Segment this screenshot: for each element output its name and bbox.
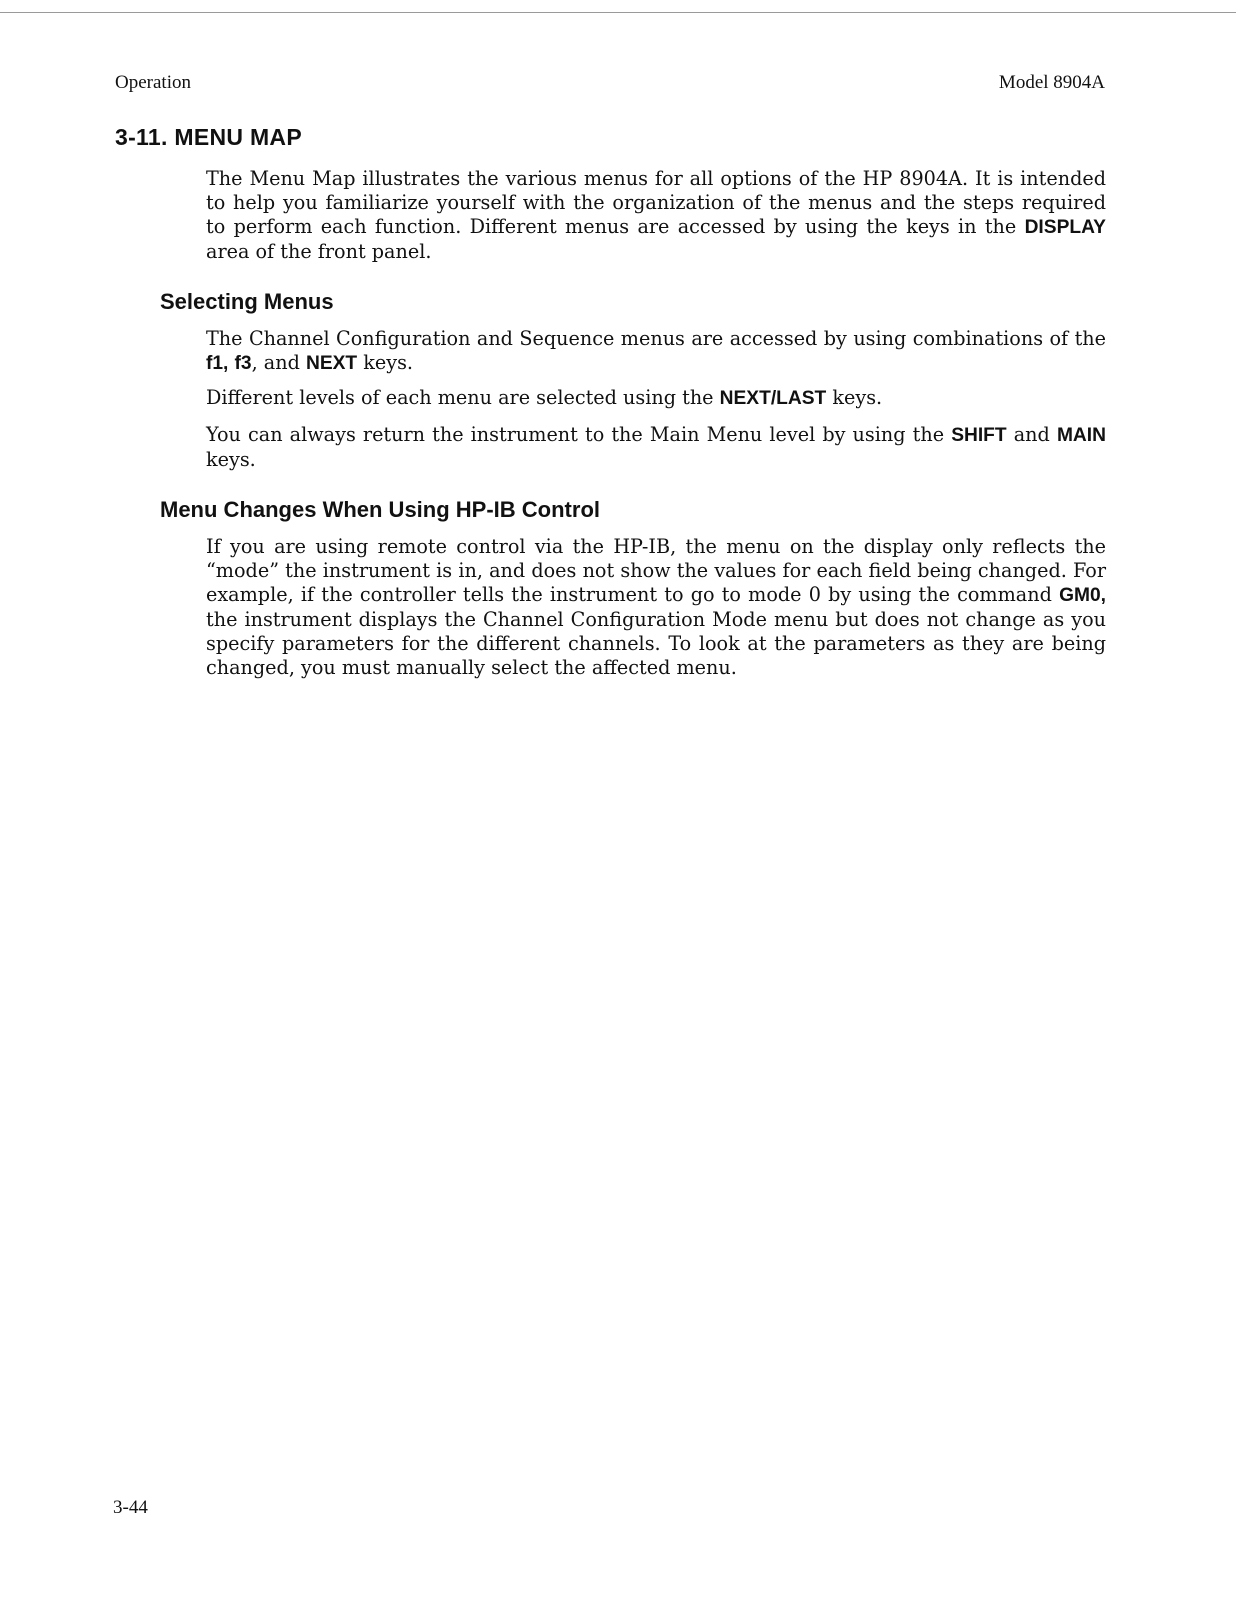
selecting-menus-heading: Selecting Menus: [160, 289, 334, 314]
running-head-section: Operation: [115, 72, 191, 93]
running-head-model: Model 8904A: [998, 72, 1105, 93]
intro-paragraph: The Menu Map illustrates the various menus for all options of the HP 8904A. It is intended to help you familiarize yourself with the organization of the menus and the steps required to perform each function. Different menus are accessed by using the keys in the DISPLAY area of the front panel.: [206, 167, 1106, 263]
selecting-menus-paragraph-2: Different levels of each menu are selected using the NEXT/LAST keys.: [206, 386, 883, 409]
next-last-key: NEXT/LAST: [719, 388, 827, 409]
display-key: DISPLAY: [1024, 217, 1106, 238]
f1-key: f1,: [206, 353, 229, 374]
hpib-heading: Menu Changes When Using HP-IB Control: [160, 497, 600, 522]
gm0-command: GM0,: [1059, 585, 1106, 606]
selecting-menus-paragraph-3: You can always return the instrument to the Main Menu level by using the SHIFT and MAIN keys.: [206, 423, 1106, 471]
shift-key: SHIFT: [951, 425, 1007, 446]
top-rule: [0, 12, 1236, 13]
main-key: MAIN: [1056, 425, 1106, 446]
section-number: 3-11.: [115, 124, 168, 150]
section-title: MENU MAP: [174, 124, 302, 150]
section-heading: [115, 124, 302, 151]
next-key: NEXT: [305, 353, 358, 374]
f3-key: f3: [234, 353, 252, 374]
hpib-paragraph: If you are using remote control via the HP-IB, the menu on the display only reflects the “mode” the instrument is in, and does not show the values for each field being changed. For example, if the controller tells the instrument to go to mode 0 by using the command GM0, the instrument displays the Channel Configuration Mode menu but does not change as you specify parameters for the different channels. To look at the parameters as they are being changed, you must manually select the affected menu.: [206, 535, 1106, 679]
page-number: 3-44: [113, 1497, 148, 1518]
selecting-menus-paragraph-1: The Channel Configuration and Sequence menus are accessed by using combinations of the f1, f3, and NEXT keys.: [206, 327, 1106, 374]
